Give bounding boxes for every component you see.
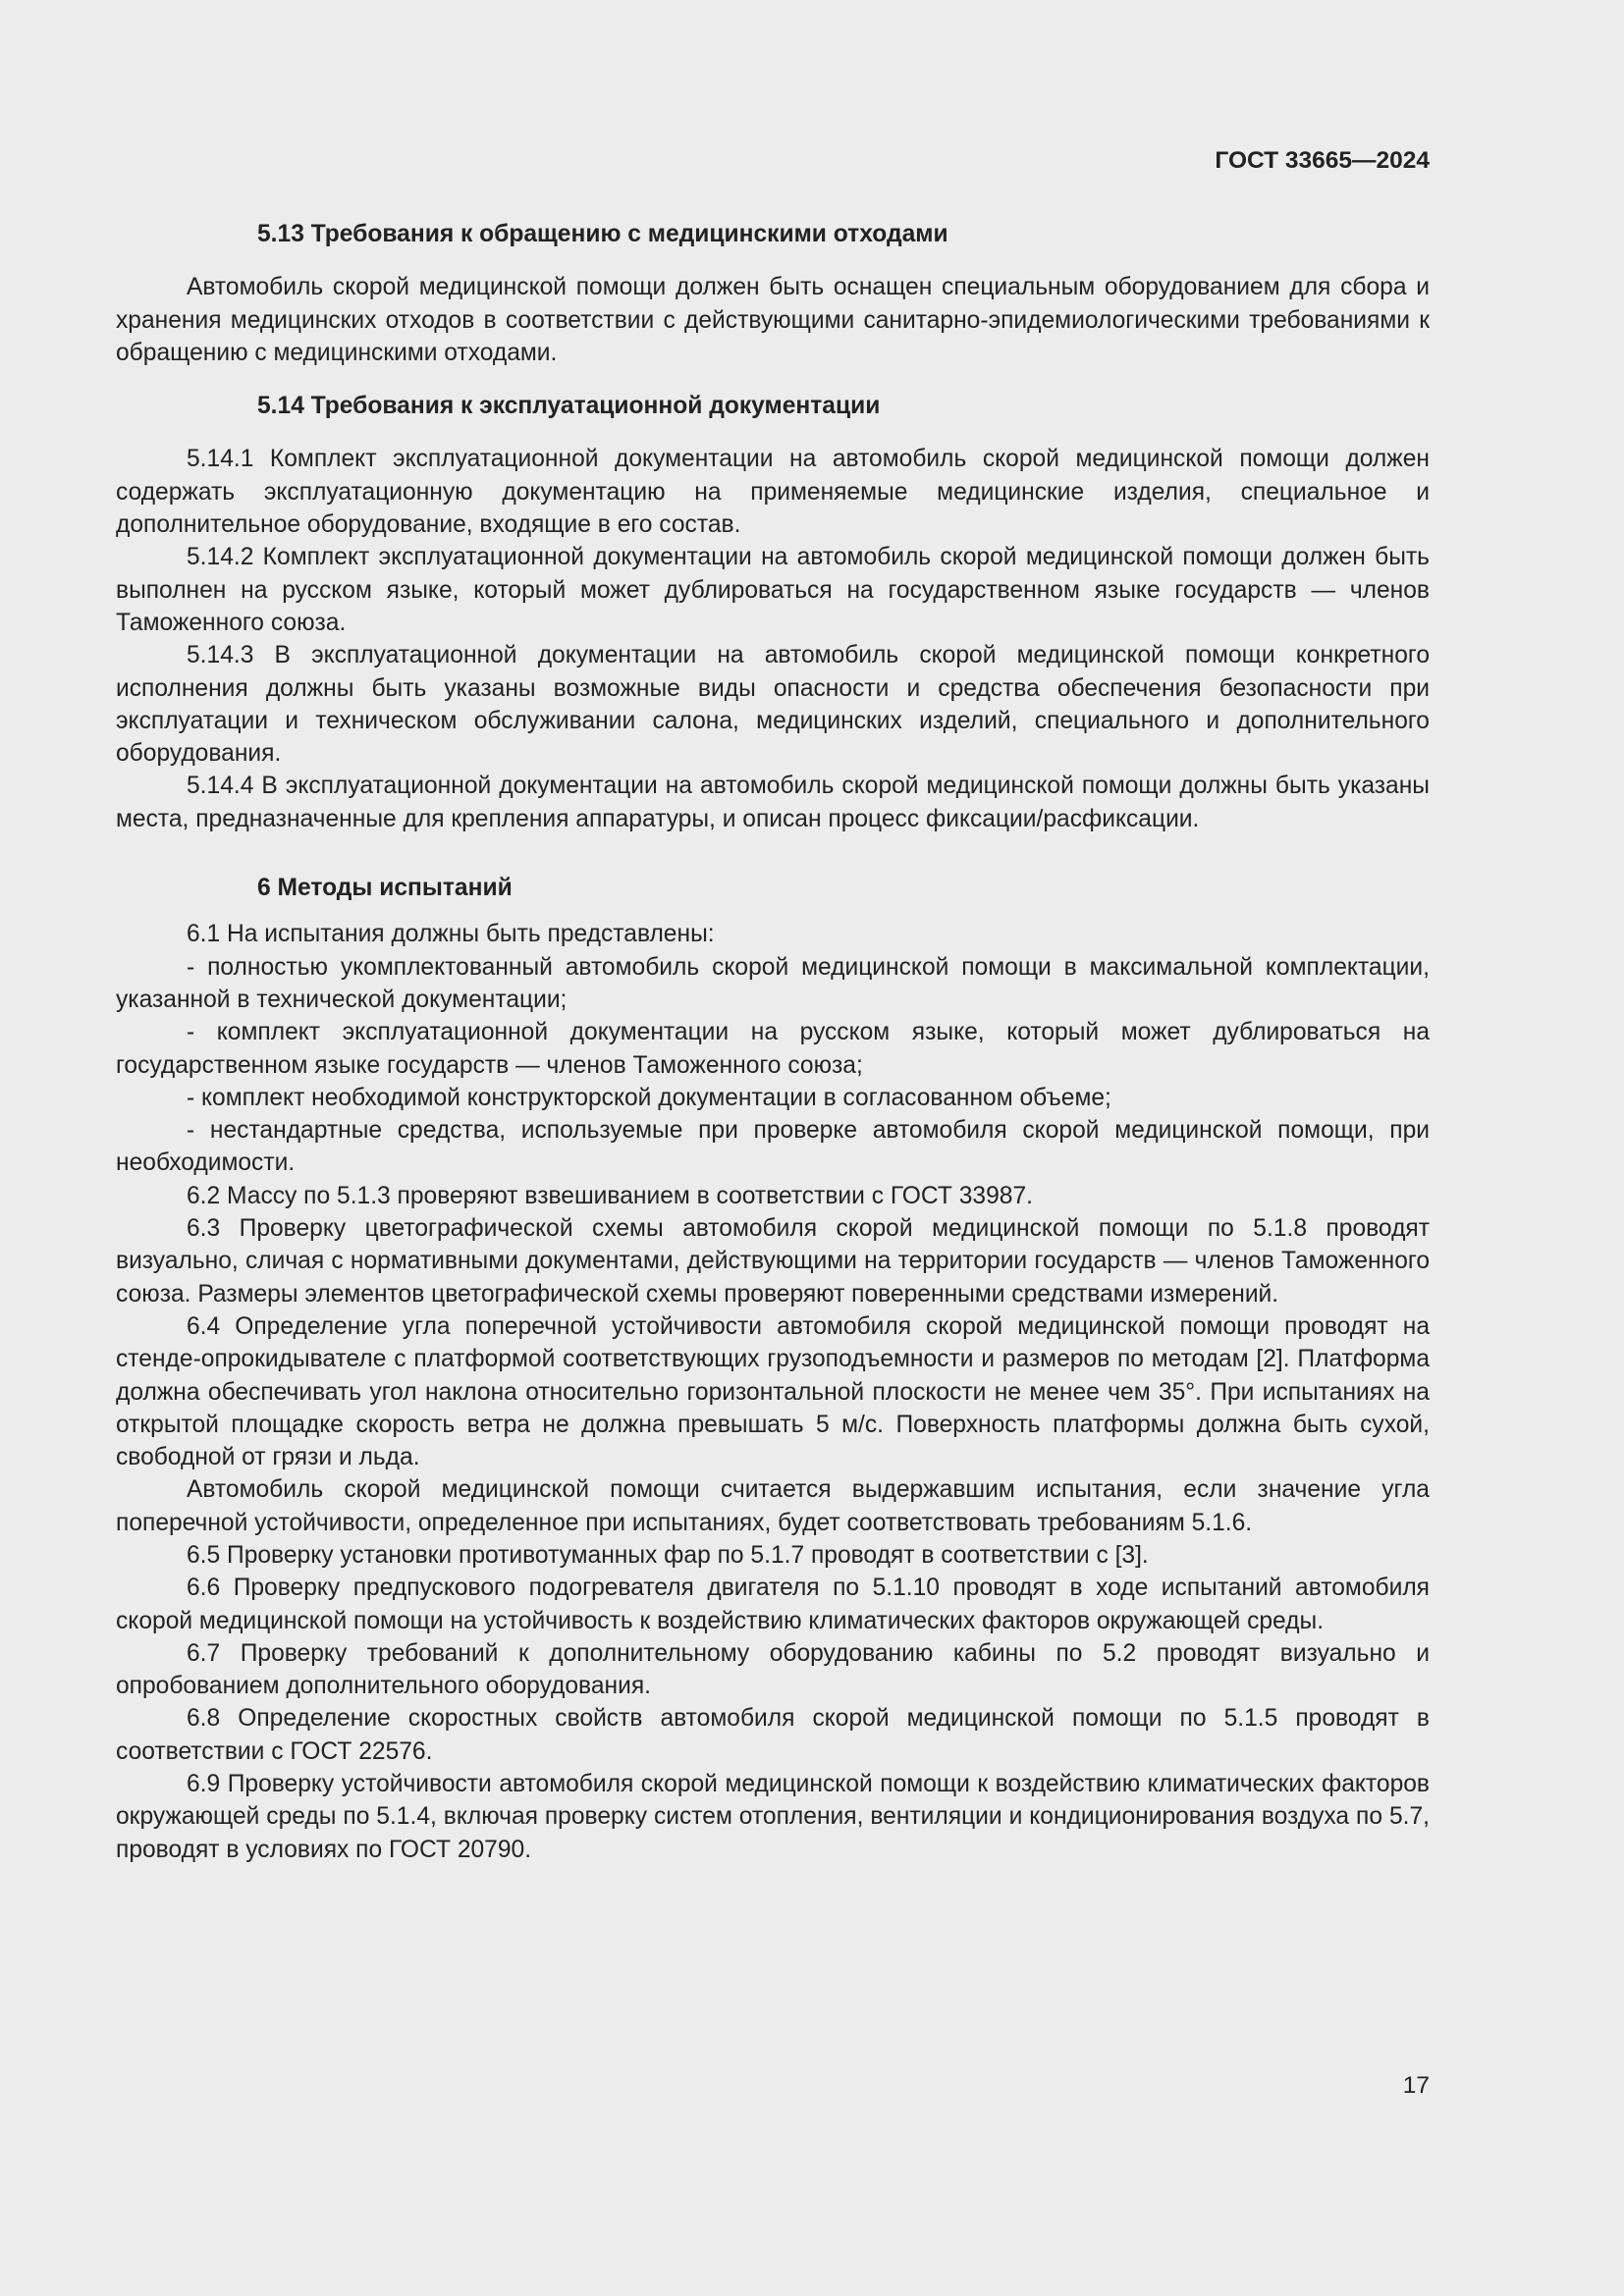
section-6 (116, 872, 1430, 1866)
paragraph: 5.14.4 В эксплуатационной документации на автомобиль скорой медицинской помощи должны быть указаны места, предназначенные для крепления аппаратуры, и описан процесс фиксации/расфиксации. (116, 773, 1430, 832)
paragraph: 6.6 Проверку предпускового подогревателя двигателя по 5.1.10 проводят в ходе испытаний автомобиля скорой медицинской помощи на устойчивость к воздействию климатических факторов окружающей среды. (116, 1575, 1430, 1634)
paragraph: 6.7 Проверку требований к дополнительному оборудованию кабины по 5.2 проводят визуально и опробованием дополнительного оборудования. (116, 1639, 1430, 1700)
section-5-14 (116, 390, 1430, 835)
paragraph: 6.8 Определение скоростных свойств автомобиля скорой медицинской помощи по 5.1.5 проводят в соответствии с ГОСТ 22576. (116, 1705, 1430, 1765)
paragraph: Автомобиль скорой медицинской помощи считается выдержавшим испытания, если значение угла поперечной устойчивости, определенное при испытаниях, будет соответствовать требованиям 5.1.6. (116, 1476, 1430, 1536)
list-item: - полностью укомплектованный автомобиль скорой медицинской помощи в максимальной комплектации, указанной в технической документации; (116, 953, 1430, 1013)
paragraph: 6.1 На испытания должны быть представлены: (187, 921, 715, 948)
paragraph: 6.2 Массу по 5.1.3 проверяют взвешиванием в соответствии с ГОСТ 33987. (187, 1182, 1033, 1209)
document-body (116, 218, 1430, 1866)
paragraph: 5.14.3 В эксплуатационной документации на автомобиль скорой медицинской помощи конкретного исполнения должны быть указаны возможные виды опасности и средства обеспечения безопасности при эксплуатации и техническом обслуживании салона, медицинских изделий, специального и дополнительного оборудования. (116, 642, 1430, 768)
section-heading: 5.13 Требования к обращению с медицинскими отходами (257, 221, 948, 247)
paragraph: Автомобиль скорой медицинской помощи должен быть оснащен специальным оборудованием для сбора и хранения медицинских отходов в соответствии с действующими санитарно-эпидемиологическими требованиями к обращению с медицинскими отходами. (116, 274, 1430, 366)
paragraph: 6.5 Проверку установки противотуманных фар по 5.1.7 проводят в соответствии с [3]. (187, 1541, 1149, 1569)
paragraph: 5.14.1 Комплект эксплуатационной документации на автомобиль скорой медицинской помощи должен содержать эксплуатационную документацию на применяемые медицинские изделия, специальное и дополнительное оборудование, входящие в его состав. (116, 446, 1430, 539)
page-number: 17 (1402, 2072, 1430, 2099)
section-5-13 (116, 218, 1430, 369)
list-item: - комплект эксплуатационной документации на русском языке, который может дублироваться на государственном языке государств — членов Таможенного союза; (116, 1019, 1430, 1079)
list-item: - нестандартные средства, используемые при проверке автомобиля скорой медицинской помощи, при необходимости. (116, 1117, 1430, 1177)
paragraph: 5.14.2 Комплект эксплуатационной документации на автомобиль скорой медицинской помощи должен быть выполнен на русском языке, который может дублироваться на государственном языке государств — членов Таможенного союза. (116, 544, 1430, 636)
section-heading: 5.14 Требования к эксплуатационной документации (257, 393, 881, 420)
paragraph: 6.9 Проверку устойчивости автомобиля скорой медицинской помощи к воздействию климатических факторов окружающей среды по 5.1.4, включая проверку систем отопления, вентиляции и кондиционирования воздуха по 5.7, проводят в условиях по ГОСТ 20790. (116, 1771, 1430, 1863)
document-code: ГОСТ 33665—2024 (1215, 147, 1430, 174)
list-item: - комплект необходимой конструкторской документации в согласованном объеме; (187, 1084, 1111, 1111)
chapter-heading: 6 Методы испытаний (257, 875, 513, 902)
paragraph: 6.3 Проверку цветографической схемы автомобиля скорой медицинской помощи по 5.1.8 проводят визуально, сличая с нормативными документами, действующими на территории государств — членов Таможенного союза. Размеры элементов цветографической схемы проверяют поверенными средствами измерений. (116, 1215, 1430, 1308)
paragraph: 6.4 Определение угла поперечной устойчивости автомобиля скорой медицинской помощи проводят на стенде-опрокидывателе с платформой соответствующих грузоподъемности и размеров по методам [2]. Платформа должна обеспечивать угол наклона относительно горизонтальной плоскости не менее чем 35°. При испытаниях на открытой площадке скорость ветра не должна превышать 5 м/с. Поверхность платформы должна быть сухой, свободной от грязи и льда. (116, 1312, 1430, 1471)
